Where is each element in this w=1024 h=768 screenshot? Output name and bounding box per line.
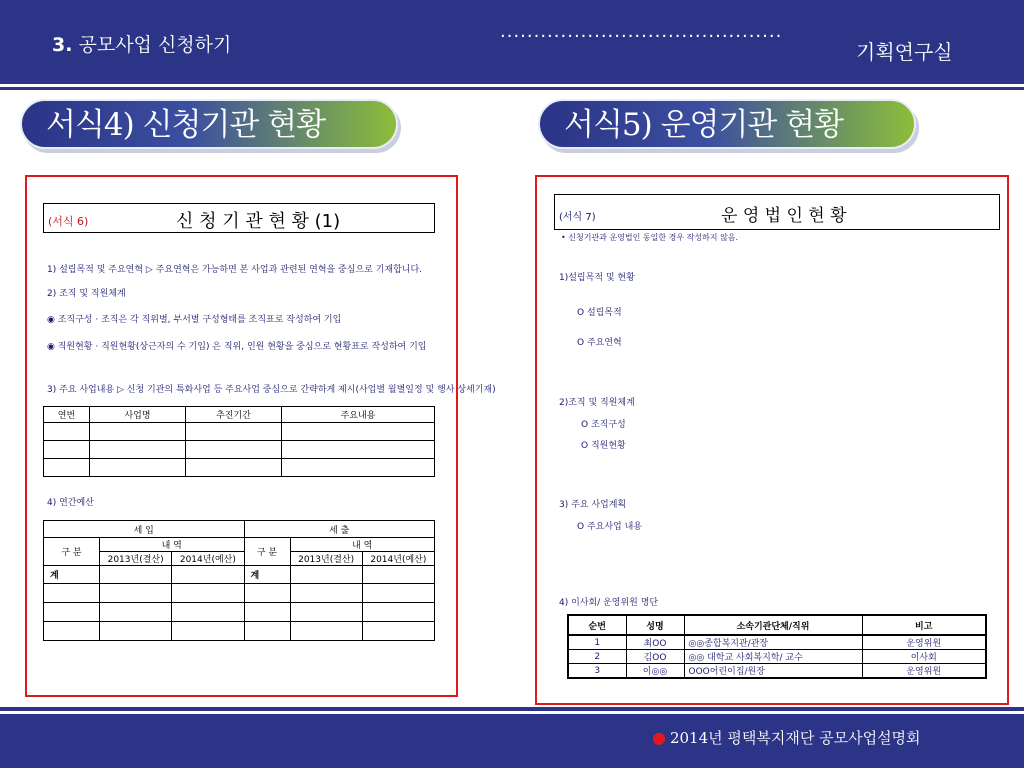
right-section-1a: O 설립목적	[577, 308, 622, 318]
header-bar	[0, 0, 1024, 84]
right-section-2a: O 조직구성	[581, 420, 626, 430]
department-label: 기획연구실	[856, 40, 953, 64]
total-cell: 계	[244, 566, 290, 584]
left-form-title-box	[43, 203, 435, 233]
table-header: 주요내용	[282, 407, 435, 423]
year-cell: 2014년(예산)	[172, 552, 244, 566]
detail-cell: 내 역	[100, 538, 245, 552]
board-cell: ◎◎종합복지관/관장	[684, 635, 862, 650]
right-pill-title: 서식5) 운영기관 현황	[538, 99, 916, 149]
table-row	[568, 650, 986, 664]
right-form-title-box	[554, 194, 1000, 230]
table-header: 소속기관단체/직위	[684, 615, 862, 635]
footer-text-wrap	[652, 727, 921, 748]
section-title: 3. 공모사업 신청하기	[52, 34, 232, 56]
board-cell: 운영위원	[862, 664, 986, 679]
income-header: 세 입	[44, 521, 245, 538]
right-section-2: 2)조직 및 직원체계	[559, 398, 635, 408]
right-section-3: 3) 주요 사업계획	[559, 500, 627, 510]
left-form-frame	[25, 175, 496, 697]
board-cell: 최OO	[626, 635, 684, 650]
table-row	[44, 603, 435, 622]
board-cell: 김OO	[626, 650, 684, 664]
table-header: 비고	[862, 615, 986, 635]
board-cell: 2	[568, 650, 626, 664]
table-header: 추진기간	[186, 407, 282, 423]
right-note: • 신청기관과 운영법인 동일한 경우 작성하지 않음.	[561, 233, 739, 242]
gubun-cell: 구 분	[244, 538, 290, 566]
total-cell: 계	[44, 566, 100, 584]
table-row	[44, 459, 435, 477]
table-row	[44, 566, 435, 584]
year-cell: 2013년(결산)	[290, 552, 362, 566]
board-cell: 이사회	[862, 650, 986, 664]
right-section-1b: O 주요연혁	[577, 338, 622, 348]
table-row	[44, 423, 435, 441]
expense-header: 세 출	[244, 521, 435, 538]
left-form-tag: (서식 6)	[48, 215, 89, 228]
right-form-tag: (서식 7)	[559, 212, 596, 223]
left-form-heading: 신 청 기 관 현 황 (1)	[176, 211, 341, 232]
table-header: 순번	[568, 615, 626, 635]
left-item-3: 3) 주요 사업내용 ▷ 신청 기관의 특화사업 등 주요사업 중심으로 간략하게 제시(사업별 월별일정 및 행사 상세기재)	[47, 385, 496, 395]
table-header: 사업명	[90, 407, 186, 423]
year-cell: 2013년(결산)	[100, 552, 172, 566]
table-row	[44, 441, 435, 459]
header-dots: ··········································	[500, 26, 783, 47]
left-project-table	[43, 406, 435, 477]
footer-divider	[0, 707, 1024, 711]
detail-cell: 내 역	[290, 538, 435, 552]
left-item-2b: ◉ 직원현황 · 직원현황(상근자의 수 기입) 은 직위, 인원 현황을 중심으로 현황표로 작성하여 기입	[47, 342, 427, 352]
board-cell: 3	[568, 664, 626, 679]
right-form-frame	[535, 175, 1009, 705]
board-cell: OOO어린이집/원장	[684, 664, 862, 679]
right-section-2b: O 직원현황	[581, 441, 626, 451]
left-item-1: 1) 설립목적 및 주요연혁 ▷ 주요연혁은 가능하면 본 사업과 관련된 연혁을 중심으로 기재합니다.	[47, 265, 423, 275]
header-divider	[0, 87, 1024, 90]
bullet-icon: ●	[652, 728, 666, 747]
left-item-2a: ◉ 조직구성 · 조직은 각 직위별, 부서별 구성형태를 조직표로 작성하여 기입	[47, 315, 342, 325]
table-header: 성명	[626, 615, 684, 635]
table-row	[568, 635, 986, 650]
board-cell: 이◎◎	[626, 664, 684, 679]
right-section-1: 1)설립목적 및 현황	[559, 273, 635, 283]
board-cell: 운영위원	[862, 635, 986, 650]
gubun-cell: 구 분	[44, 538, 100, 566]
left-pill-title: 서식4) 신청기관 현황	[20, 99, 398, 149]
right-section-3a: O 주요사업 내용	[577, 522, 642, 532]
table-row	[568, 664, 986, 679]
table-row	[44, 584, 435, 603]
left-budget-label: 4) 연간예산	[47, 498, 94, 508]
left-budget-table	[43, 520, 435, 641]
left-item-2: 2) 조직 및 직원체계	[47, 289, 126, 299]
table-header: 연번	[44, 407, 90, 423]
footer-bar	[0, 714, 1024, 768]
table-row	[44, 622, 435, 641]
right-form-heading: 운 영 법 인 현 황	[721, 206, 847, 226]
right-section-4: 4) 이사회/ 운영위원 명단	[559, 598, 659, 608]
board-table	[567, 614, 987, 679]
board-cell: ◎◎ 대학교 사회복지학/ 교수	[684, 650, 862, 664]
board-cell: 1	[568, 635, 626, 650]
footer-text: 2014년 평택복지재단 공모사업설명회	[669, 729, 921, 747]
year-cell: 2014년(예산)	[362, 552, 434, 566]
